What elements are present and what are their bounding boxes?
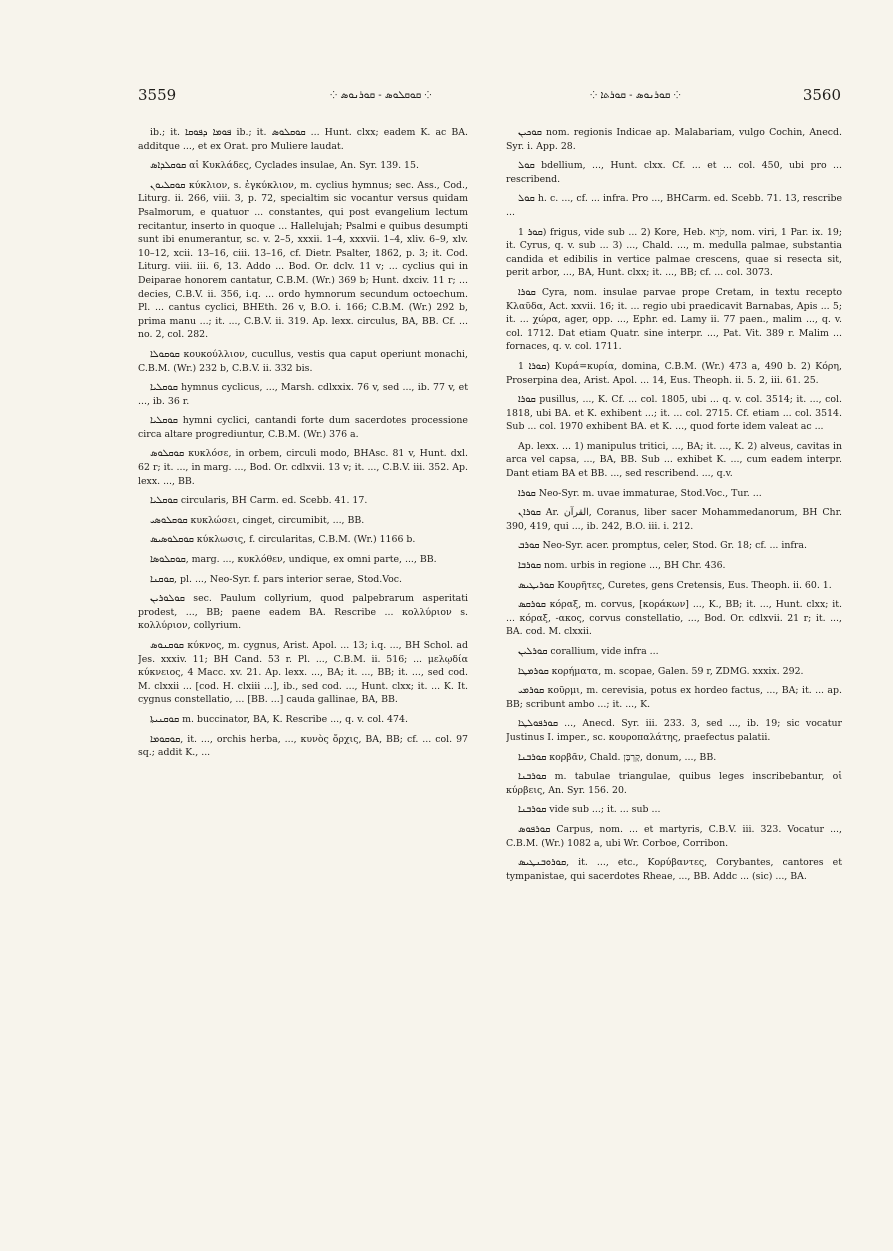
dictionary-entry: ܩܘܪܐ pusillus, ..., K. Cf. ... col. 1805, ubi ... q. v. col. 3514; it. ..., col. 1818, ubi BA. et K. exhibent ...; it. ... col. 2715. Cf. etiam ... col. 3514. Sub ... col. 1970 exhibent BA. et K. ..., quod forte idem valeat ac ... (506, 394, 842, 433)
right-running-title: ⁘ ܩܘܪܢܘܣ - ܩܘܪܬܐ ⁘ (590, 89, 681, 101)
left-running-title: ⁘ ܩܘܩܠܘܣ - ܩܘܪܢܘܣ ⁘ (330, 89, 432, 101)
dictionary-entry: ܩܘܪܐ Neo-Syr. m. uvae immaturae, Stod.Voc., Tur. ... (518, 487, 762, 499)
dictionary-entry: ܩܘܪܦܘܠܛܐ ..., Anecd. Syr. iii. 233. 3, sed ..., ib. 19; sic vocatur Justinus I. imper., sc. κουροπαλάτης, praefectus palatii. (506, 718, 842, 743)
dictionary-entry: ܩܘܩܠܘܣ κυκλόσε, in orbem, circuli modo, BHAsc. 81 v, Hunt. dxl. 62 r; it. ..., in marg. ..., Bod. Or. cdlxvii. 13 v; it. ..., C.B.V. iii. 352. Ap. lexx. ..., BB. (138, 448, 468, 487)
dictionary-entry: ܩܘܪܡܝ κοῦρμι, m. cerevisia, potus ex hordeo factus, ..., BA; it. ... ap. BB; scribunt ambo ...; it. ..., K. (506, 685, 842, 710)
dictionary-entry: ܩܘܪ 1) frigus, vide sub ... 2) Kore, Heb. קֹרֵא, nom. viri, 1 Par. ix. 19; it. Cyrus, q. v. sub ... 3) ..., Chald. ..., m. medulla palmae, substantia candida et edibilis in vertice palmae crescens, quae si resecta sit, perit arbor, ..., BA, Hunt. clxx; it. ..., BB; cf. ... col. 3073. (506, 226, 842, 279)
dictionary-entry: ܩܘܪܒ Neo-Syr. acer. promptus, celer, Stod. Gr. 18; cf. ... infra. (518, 540, 807, 552)
dictionary-entry: ܩܘܪܐ 1) Κυρά=κυρία, domina, C.B.M. (Wr.) 473 a, 490 b. 2) Κόρη, Proserpina dea, Arist. Apol. ... 14, Eus. Theoph. ii. 5. 2, iii. 61. 25. (506, 360, 842, 386)
dictionary-entry: ܩܘܩܠܝܐ circularis, BH Carm. ed. Scebb. 41. 17. (150, 495, 368, 507)
dictionary-entry: ܩܘܠ h. c. ..., cf. ... infra. Pro ..., BHCarm. ed. Scebb. 71. 13, rescribe ... (506, 193, 842, 218)
dictionary-entry: ܩܘܪܠܝܢ corallium, vide infra ... (518, 646, 659, 657)
dictionary-entry: ܩܘܪܒܢܐ κορβᾶν, Chald. קָרְבָּן, donum, ..., BB. (518, 751, 717, 763)
dictionary-entry: ܩܘܪܒܢܐ vide sub ...; it. ... sub ... (518, 804, 661, 816)
dictionary-entry: ib.; it. ܦܘܡܐ ܕܦܘܩܐ ib.; it. ܩܘܩܠܘܣ ... Hunt. clxx; eadem K. ac BA. additque ..., et ex Orat. pro Muliere laudat. (138, 127, 468, 152)
dictionary-entry: ܩܘܩܠܘܣܝ κυκλώσει, cinget, circumibit, ..., BB. (150, 514, 365, 526)
dictionary-entry: ܩܘܪܦܘܣ Carpus, nom. ... et martyris, C.B.V. iii. 323. Vocatur ..., C.B.M. (Wr.) 1082 a, ubi Wr. Corboe, Corribon. (506, 823, 842, 849)
right-page-number: 3560 (802, 86, 841, 104)
dictionary-entry: ܩܘܪܐܢ Ar. القرآن, Coranus, liber sacer Mohammedanorum, BH Chr. 390, 419, qui ..., ib. 242, B.O. iii. i. 212. (506, 507, 842, 532)
dictionary-entry: ܩܘܩܢܐ, pl. ..., Neo-Syr. f. pars interior serae, Stod.Voc. (150, 573, 402, 585)
dictionary-entry: ܩܘܪܝܛܝܣ Κουρῆτες, Curetes, gens Cretensis, Eus. Theoph. ii. 60. 1. (518, 579, 832, 591)
dictionary-entry: ܩܘܠ bdellium, ..., Hunt. clxx. Cf. ... et ... col. 450, ubi pro ... rescribend. (506, 160, 842, 185)
dictionary-entry: ܩܘܩܠܘܣܐ, marg. ..., κυκλόθεν, undique, ex omni parte, ..., BB. (150, 554, 437, 566)
dictionary-entry: ܩܘܩܘܡܐ, it. ..., orchis herba, ..., κυνὸς ὄρχις, BA, BB; cf. ... col. 97 sq.; addit K., ... (138, 733, 468, 759)
dictionary-entry: Ap. lexx. ... 1) manipulus tritici, ..., BA; it. ..., K. 2) alveus, cavitas in arca vel capsa, ..., BA, BB. Sub ... exhibet K. ..., cum eadem interpr. Dant etiam BA et BB. ..., sed rescribend. ..., q.v. (506, 440, 842, 480)
dictionary-entry: ܩܘܪܒܢܐ m. tabulae triangulae, quibus leges inscribebantur, οἱ κύρβεις, An. Syr. 156. 20. (506, 771, 842, 796)
dictionary-entry: ܩܘܩܘܠܐ κουκούλλιον, cucullus, vestis qua caput operiunt monachi, C.B.M. (Wr.) 232 b, C.B.V. ii. 332 bis. (138, 348, 468, 374)
dictionary-entry: ܩܘܪܘܒܢܛܝܣ, it. ..., etc., Κορύβαντες, Corybantes, cantores et tympanistae, qui sacerdotes Rheae, ..., BB. Addc ... (sic) ..., BA. (506, 857, 842, 882)
dictionary-entry: ܩܘܩܠܕܐܣ αἱ Κυκλάδες, Cyclades insulae, An. Syr. 139. 15. (150, 160, 419, 172)
left-column (138, 126, 468, 1181)
dictionary-entry: ܩܘܠܘܪܝܢ sec. Paulum collyrium, quod palpebrarum asperitati prodest, ..., BB; paene eadem BA. Rescribe ... κολλύριον s. κολλύριον, collyrium. (138, 593, 468, 632)
dictionary-entry: ܩܘܪܡܛܐ κορήματα, m. scopae, Galen. 59 r, ZDMG. xxxix. 292. (518, 665, 804, 677)
dictionary-entry: ܩܘܩܠܝܐ hymnus cyclicus, ..., Marsh. cdlxxix. 76 v, sed ..., ib. 77 v, et ..., ib. 36 r. (138, 382, 468, 407)
left-page-number: 3559 (138, 86, 177, 104)
right-column (506, 126, 842, 1181)
dictionary-entry: ܩܘܪܐ Cyra, nom. insulae parvae prope Cretam, in textu recepto Κλαῦδα, Act. xxvii. 16; it. ... regio ubi praedicavit Barnabas, Apis ... 5; it. ... χώρα, ager, opp. ..., Ephr. ed. Lamy ii. 77 paen., malim ..., q. v. col. 1712. Dat etiam Quatr. sine interpr. ..., Pat. Vit. 389 r. Malim ... fornaces, q. v. col. 1711. (506, 286, 842, 353)
dictionary-entry: ܩܘܩܢܘܣ κύκνος, m. cygnus, Arist. Apol. ... 13; i.q. ..., BH Schol. ad Jes. xxxiv. 11; BH Cand. 53 r. Pl. ..., C.B.M. ii. 516; ... μελῳδία κύκνειος, 4 Macc. xv. 21. Ap. lexx. ..., BA; it. ..., BB; it. ..., sed cod. M. clxxii ... [cod. H. clxiii ...], ib., sed cod. ..., Hunt. clxx; it. ... K. It. cygnus constellatio, ... [BB. ...] cauda gallinae, BA, BB. (138, 640, 468, 706)
dictionary-entry: ܩܘܪܩܣ κόραξ, m. corvus, [κοράκων] ..., K., BB; it. ..., Hunt. clxx; it. ... κόραξ, -ακος, corvus constellatio, ..., Bod. Or. cdlxvii. 21 r; it. ..., BA. cod. M. clxxii. (506, 599, 842, 638)
dictionary-entry: ܩܘܟܝܢ nom. regionis Indicae ap. Malabariam, vulgo Cochin, Anecd. Syr. i. App. 28. (506, 127, 842, 152)
dictionary-entry: ܩܘܩܠܘܣܝܣ κύκλωσις, f. circularitas, C.B.M. (Wr.) 1166 b. (150, 534, 416, 546)
dictionary-entry: ܩܘܪܒܐ nom. urbis in regione ..., BH Chr. 436. (518, 560, 726, 572)
dictionary-entry: ܩܘܩܢܝܬܐ m. buccinator, BA, K. Rescribe ..., q. v. col. 474. (150, 713, 408, 725)
dictionary-entry: ܩܘܩܠܝܐ hymni cyclici, cantandi forte dum sacerdotes processione circa altare progrediuntur, C.B.M. (Wr.) 376 a. (138, 415, 468, 440)
dictionary-entry: ܩܘܩܠܝܘܢ κύκλιον, s. ἐγκύκλιον, m. cyclius hymnus; sec. Ass., Cod., Liturg. ii. 266, viii. 3, p. 72, specialtim sic vocantur versus quidam Psalmorum, e quatuor ... constantes, qui post evangelium lectum recitantur, inserto in quoque ... Hallelujah; Psalmi e quibus desumpti sunt ibi enumerantur, sc. v. 2–5, xxxii. 1–4, xxxvii. 1–4, xliv. 6–9, xlv. 10–12, xcii. 13–16, ciii. 13–16, cf. Dietr. Psalter, 1862, p. 3; it. Cod. Liturg. viii. iii. 6, 13. Addo ... Bod. Or. dclv. 11 v; ... cyclius qui in Deiparae honorem cantatur, C.B.M. (Wr.) 369 b; Hunt. dxciv. 11 r; ... decies, C.B.V. ii. 356, i.q. ... ordo hymnorum secundum octoechum. Pl. ... cantus cyclici, BHEth. 26 v, B.O. i. 166; C.B.M. (Wr.) 292 b, prima manu ...; it. ..., C.B.V. ii. 319. Ap. lexx. circulus, BA, BB. Cf. ... no. 2, col. 282. (138, 179, 468, 341)
